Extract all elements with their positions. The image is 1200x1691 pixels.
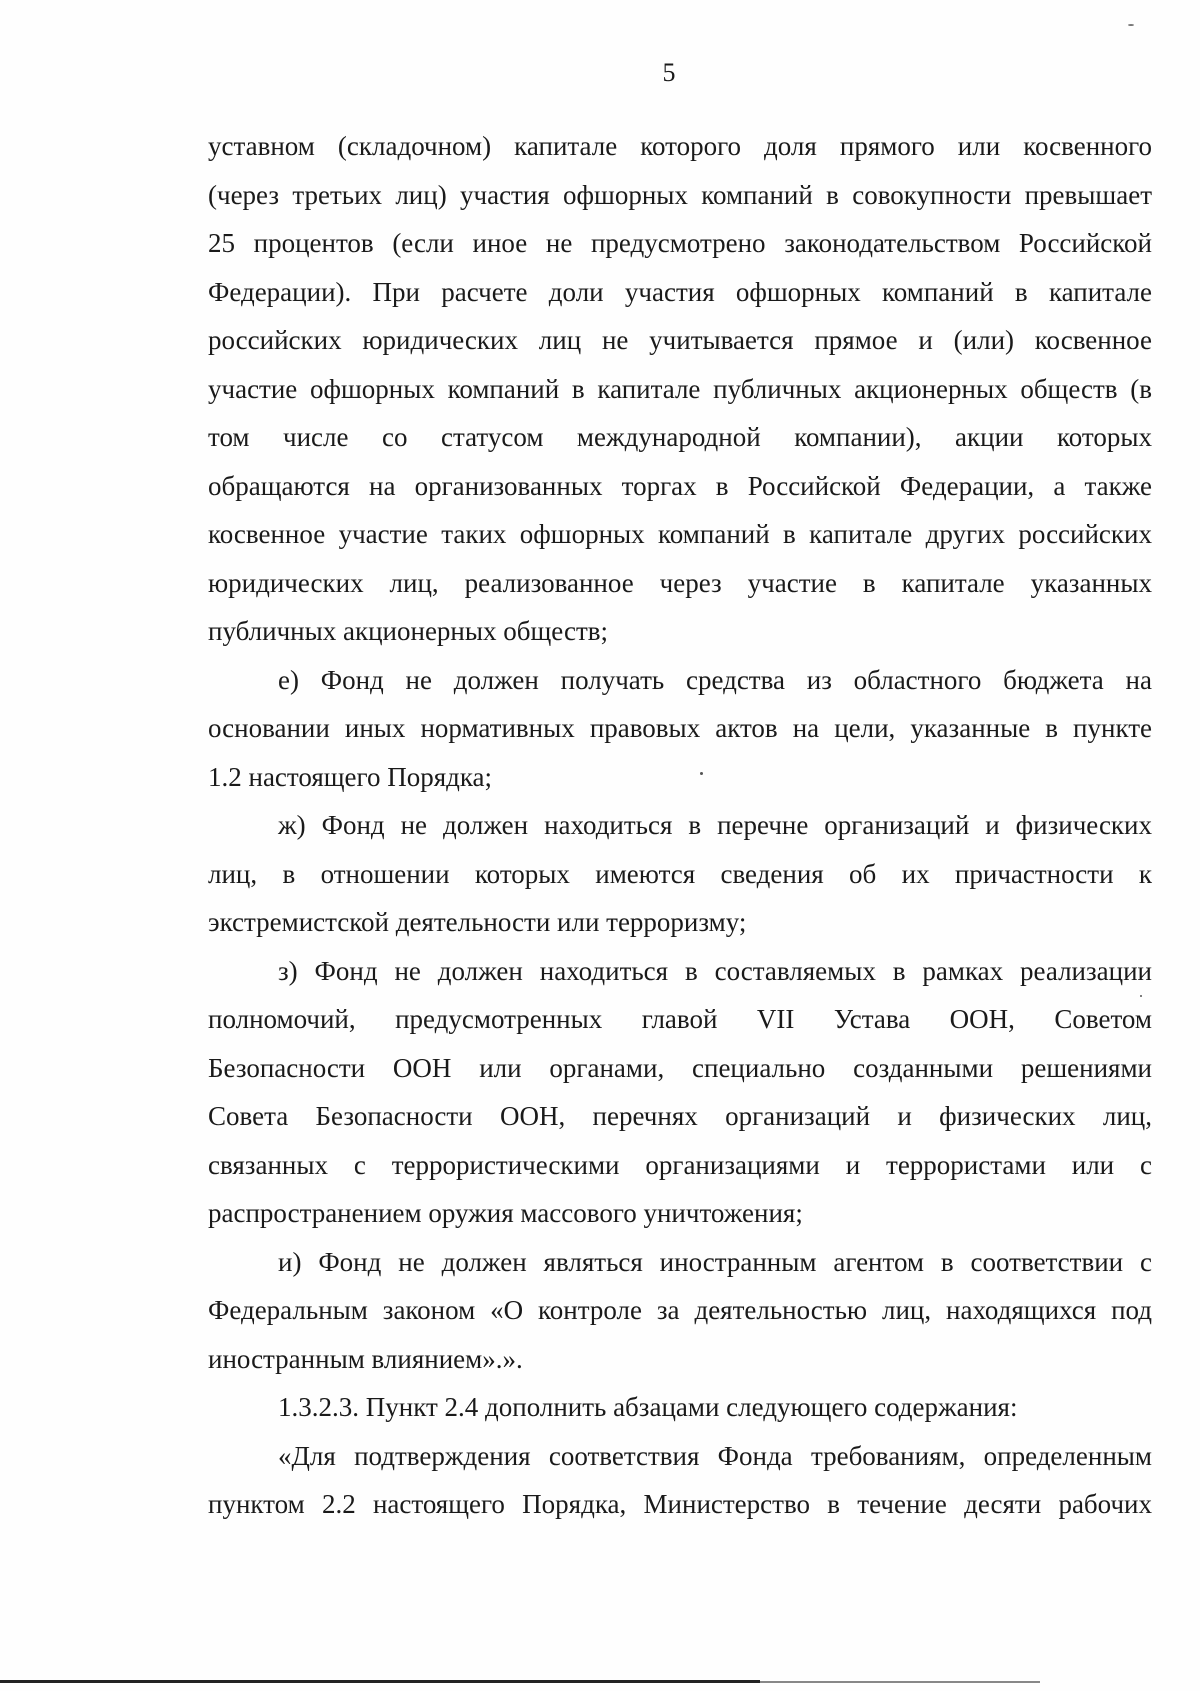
text-line: уставном (складочном) капитале которого доля прямого или косвенного — [208, 131, 1152, 161]
scan-speck — [1140, 995, 1142, 997]
scan-speck — [700, 772, 703, 775]
text-line: распространением оружия массового уничтожения; — [208, 1198, 803, 1228]
text-line: «Для подтверждения соответствия Фонда требованиям, определенным — [278, 1440, 1152, 1471]
text-line: основании иных нормативных правовых актов на цели, указанные в пункте — [208, 713, 1152, 743]
text-line: пунктом 2.2 настоящего Порядка, Министерство в течение десяти рабочих — [208, 1489, 1152, 1519]
text-line: и) Фонд не должен являться иностранным агентом в соответствии с — [278, 1246, 1152, 1277]
text-line: публичных акционерных обществ; — [208, 616, 608, 646]
text-line: (через третьих лиц) участия офшорных компаний в совокупности превышает — [208, 179, 1152, 210]
text-line: обращаются на организованных торгах в Российской Федерации, а также — [208, 470, 1152, 501]
text-line: Совета Безопасности ООН, перечнях организаций и физических лиц, — [208, 1101, 1152, 1131]
text-line: 1.3.2.3. Пункт 2.4 дополнить абзацами следующего содержания: — [278, 1392, 1018, 1422]
text-line: е) Фонд не должен получать средства из областного бюджета на — [278, 664, 1152, 695]
text-line: иностранным влиянием».». — [208, 1343, 523, 1374]
text-line: связанных с террористическими организациями и террористами или с — [208, 1149, 1152, 1180]
text-line: лиц, в отношении которых имеются сведения об их причастности к — [208, 858, 1152, 889]
text-line: ж) Фонд не должен находиться в перечне организаций и физических — [278, 810, 1152, 840]
text-line: российских юридических лиц не учитывается прямое и (или) косвенное — [208, 325, 1152, 355]
text-line: 25 процентов (если иное не предусмотрено законодательством Российской — [208, 228, 1152, 258]
text-line: косвенное участие таких офшорных компаний в капитале других российских — [208, 519, 1152, 549]
scan-edge-line — [760, 1681, 1040, 1683]
text-line: з) Фонд не должен находиться в составляемых в рамках реализации — [278, 955, 1152, 986]
document-body — [208, 122, 1152, 1529]
text-line: полномочий, предусмотренных главой VII Устава ООН, Советом — [208, 1004, 1152, 1034]
text-line: Федерации). При расчете доли участия офшорных компаний в капитале — [208, 276, 1152, 307]
text-line: экстремистской деятельности или терроризму; — [208, 907, 747, 937]
text-line: 1.2 настоящего Порядка; — [208, 761, 493, 792]
text-line: том числе со статусом международной компании), акции которых — [208, 422, 1152, 452]
scan-speck — [1128, 24, 1134, 26]
text-line: юридических лиц, реализованное через участие в капитале указанных — [208, 567, 1152, 598]
text-line: участие офшорных компаний в капитале публичных акционерных обществ (в — [208, 373, 1152, 404]
text-line: Безопасности ООН или органами, специально созданными решениями — [208, 1052, 1152, 1083]
page-number: 5 — [662, 58, 676, 87]
text-line: Федеральным законом «О контроле за деятельностью лиц, находящихся под — [208, 1295, 1152, 1325]
scan-edge-line — [0, 1680, 760, 1683]
